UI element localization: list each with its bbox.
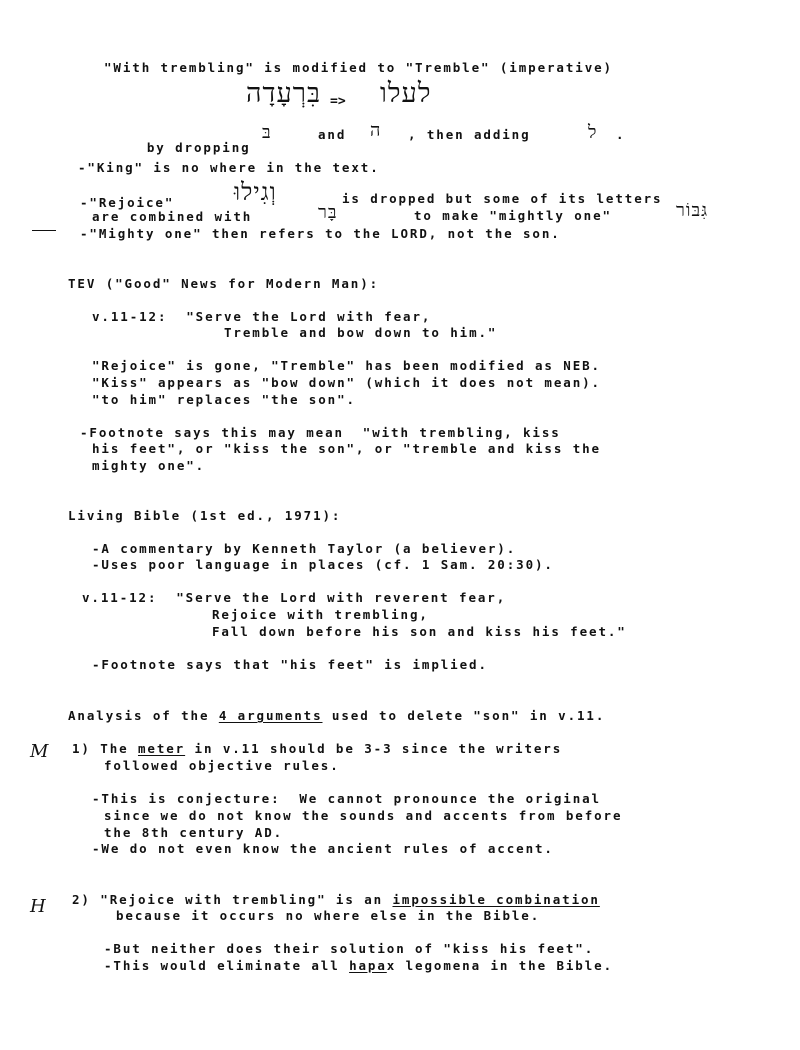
and-text: and <box>318 127 347 142</box>
lb-poor-language: -Uses poor language in places (cf. 1 Sam. 20:30). <box>92 557 554 572</box>
four-arguments-underlined: 4 arguments <box>218 708 323 723</box>
margin-mark-h: H <box>30 896 46 917</box>
point-2-cont: because it occurs no where else in the Bible. <box>116 908 541 923</box>
point-1-cont: followed objective rules. <box>104 758 340 773</box>
conjecture-1: -This is conjecture: We cannot pronounce the original <box>92 791 601 806</box>
lb-heading: Living Bible (1st ed., 1971): <box>68 508 342 523</box>
lb-footnote: -Footnote says that "his feet" is implied. <box>92 657 488 672</box>
tev-note-1: "Rejoice" is gone, "Tremble" has been modified as NEB. <box>92 358 601 373</box>
hebrew-bet-letter: בּ <box>262 122 272 143</box>
conjecture-2: since we do not know the sounds and accents from before <box>104 808 623 823</box>
point-1: 1) The meter in v.11 should be 3-3 since the writers <box>72 741 563 756</box>
hebrew-lamed-letter: ל <box>588 122 598 143</box>
mightly-one-text: to make "mightly one" <box>414 208 612 223</box>
analysis-heading: Analysis of the 4 arguments used to delete "son" in v.11. <box>68 708 606 723</box>
margin-dash <box>32 230 56 231</box>
combined-with-text: are combined with <box>92 209 253 224</box>
meter-underlined: meter <box>137 741 186 756</box>
hebrew-he-letter: ה <box>370 120 382 141</box>
margin-mark-m: M <box>30 741 49 762</box>
lb-verse-1: v.11-12: "Serve the Lord with reverent fear, <box>82 590 507 605</box>
tev-footnote-2: his feet", or "kiss the son", or "tremble and kiss the <box>92 441 601 456</box>
lb-verse-3: Fall down before his son and kiss his feet." <box>212 624 627 639</box>
line-with-trembling: "With trembling" is modified to "Tremble" (imperative) <box>104 60 613 75</box>
lb-commentary: -A commentary by Kenneth Taylor (a believer). <box>92 541 517 556</box>
hapax-note: -This would eliminate all hapax legomena in the Bible. <box>104 958 613 973</box>
kiss-his-feet-note: -But neither does their solution of "kiss his feet". <box>104 941 595 956</box>
hebrew-gibbor: גִּבּוֹר <box>676 200 709 221</box>
tev-verse-2: Tremble and bow down to him." <box>224 325 498 340</box>
tev-footnote-3: mighty one". <box>92 458 206 473</box>
accent-rules: -We do not even know the ancient rules of accent. <box>92 841 554 856</box>
bullet-rejoice-dropped: is dropped but some of its letters <box>342 191 663 206</box>
bullet-rejoice-label: -"Rejoice" <box>80 195 175 210</box>
tev-heading: TEV ("Good" News for Modern Man): <box>68 276 380 291</box>
impossible-combination-underlined: impossible combination <box>392 892 600 907</box>
line-dropping <box>128 129 251 154</box>
arrow-symbol: => <box>330 94 346 109</box>
lb-verse-2: Rejoice with trembling, <box>212 607 429 622</box>
hapax-underlined: hapa <box>349 958 387 973</box>
tev-note-3: "to him" replaces "the son". <box>92 392 356 407</box>
bullet-mighty-one: -"Mighty one" then refers to the LORD, not the son. <box>80 226 561 241</box>
hebrew-gilu: וְגִילוּ <box>234 178 277 206</box>
tev-note-2: "Kiss" appears as "bow down" (which it does not mean). <box>92 375 601 390</box>
tev-verse-1: v.11-12: "Serve the Lord with fear, <box>92 309 432 324</box>
point-2: 2) "Rejoice with trembling" is an impossible combination <box>72 892 600 907</box>
hebrew-leeled: לעלו <box>380 78 432 109</box>
period-text: . <box>616 127 626 142</box>
tev-footnote-1: -Footnote says this may mean "with trembling, kiss <box>80 425 561 440</box>
conjecture-3: the 8th century AD. <box>104 825 284 840</box>
then-adding-text: , then adding <box>408 127 531 142</box>
hebrew-bar: בָּר <box>318 202 338 223</box>
dropping-text: by dropping <box>146 139 251 155</box>
hebrew-bir-adah: בִּרְעָדָה <box>246 78 322 109</box>
bullet-king: -"King" is no where in the text. <box>78 160 380 175</box>
